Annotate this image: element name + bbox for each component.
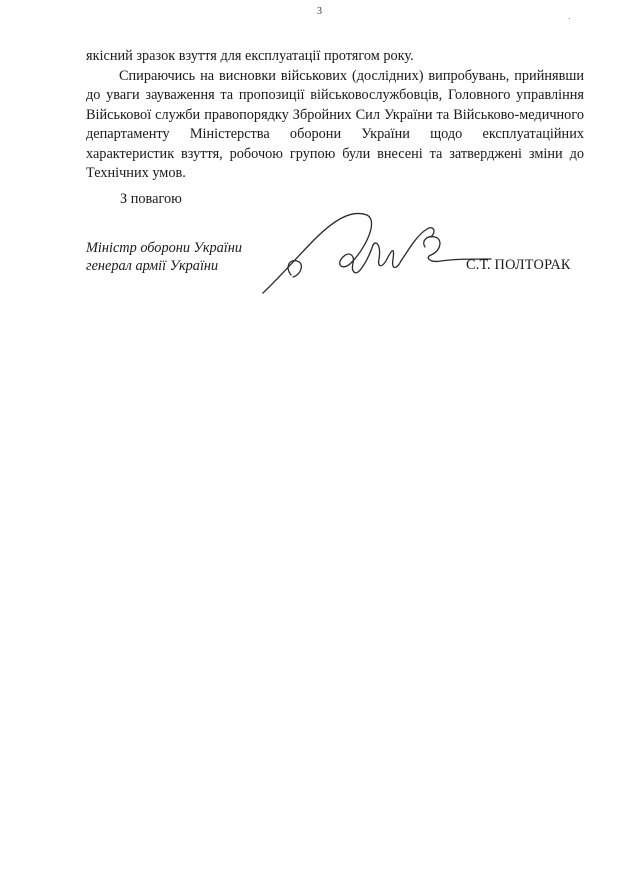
closing-salutation: З повагою <box>120 191 182 207</box>
signatory-rank: генерал армії України <box>86 257 219 274</box>
scan-speck <box>569 18 570 19</box>
paragraph-continuation: якісний зразок взуття для експлуатації протягом року. <box>86 48 414 64</box>
page-number: 3 <box>317 6 322 17</box>
signer-name: С.Т. ПОЛТОРАК <box>466 257 571 273</box>
handwritten-signature-icon <box>255 205 495 300</box>
signatory-position: Міністр оборони України <box>86 240 243 256</box>
signatory-block <box>86 240 242 275</box>
paragraph-main: Спираючись на висновки військових (дослідних) випробувань, прийнявши до уваги зауваження та пропозиції військовослужбовців, Головного управління Військової служби правопорядку Збройних Сил України та Військово-медичного департаменту Міністерства оборони України щодо експлуатаційних характеристик взуття, робочою групою були внесені та затверджені зміни до Технічних умов. <box>86 67 584 181</box>
letter-body <box>86 47 584 184</box>
